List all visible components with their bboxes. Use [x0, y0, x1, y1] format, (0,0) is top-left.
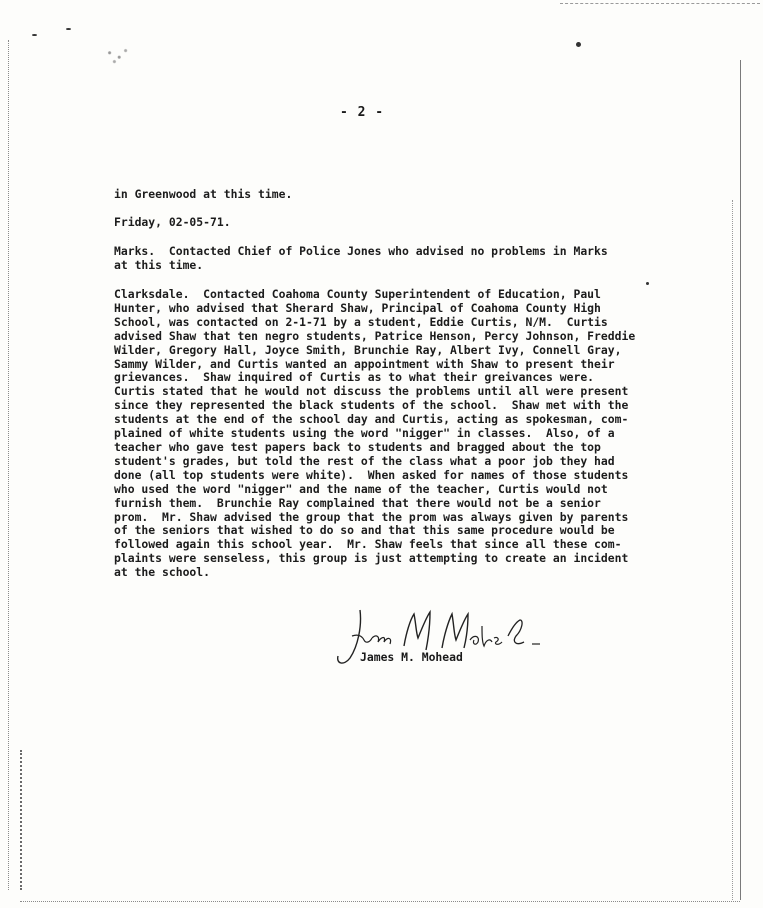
scan-edge-right	[740, 60, 741, 900]
scan-speck	[66, 28, 71, 30]
scan-speck	[576, 42, 581, 47]
paragraph: Clarksdale. Contacted Coahoma County Superintendent of Education, Paul Hunter, who advised that Sherard Shaw, Principal of Coahoma County High School, was contacted on 2-1-71 by a student, Eddie Curtis, N/M. Curtis advised Shaw that ten negro students, Patrice Henson, Percy Johnson, Freddie Wilder, Gregory Hall, Joyce Smith, Brunchie Ray, Albert Ivy, Connell Gray, Sammy Wilder, and Curtis wanted an appointment with Shaw to present their grievances. Shaw inquired of Curtis as to what their greivances were. Curtis stated that he would not discuss the problems until all were present since they represented the black students of the school. Shaw met with the students at the end of the school day and Curtis, acting as spokesman, com- plained of white students using the word "nigger" in classes. Also, of a teacher who gave test papers back to students and bragged about the top student's grades, but told the rest of the class what a poor job they had done (all top students were white). When asked for names of those students who used the word "nigger" and the name of the teacher, Curtis would not furnish them. Brunchie Ray complained that there would not be a senior prom. Mr. Shaw advised the group that the prom was always given by parents of the seniors that wished to do so and that this same procedure would be followed again this school year. Mr. Shaw feels that since all these com- plaints were senseless, this group is just attempting to create an incident at the school.	[114, 287, 636, 580]
scan-edge-top	[560, 3, 760, 4]
handwritten-signature	[332, 606, 552, 676]
paragraph: in Greenwood at this time.	[114, 187, 293, 201]
scan-edge-right-mark	[732, 200, 733, 900]
paragraph: Marks. Contacted Chief of Police Jones who advised no problems in Marks at this time.	[114, 244, 608, 272]
scan-speck	[32, 34, 37, 36]
page-number: - 2 -	[340, 105, 385, 120]
scan-smudge	[100, 44, 132, 66]
scan-speck	[646, 282, 649, 285]
signer-name: James M. Mohead	[360, 650, 463, 664]
scan-edge-left	[8, 40, 9, 890]
scan-edge-bottom	[20, 901, 740, 902]
paragraph: Friday, 02-05-71.	[114, 215, 231, 229]
scan-edge-left-mark	[20, 750, 22, 890]
